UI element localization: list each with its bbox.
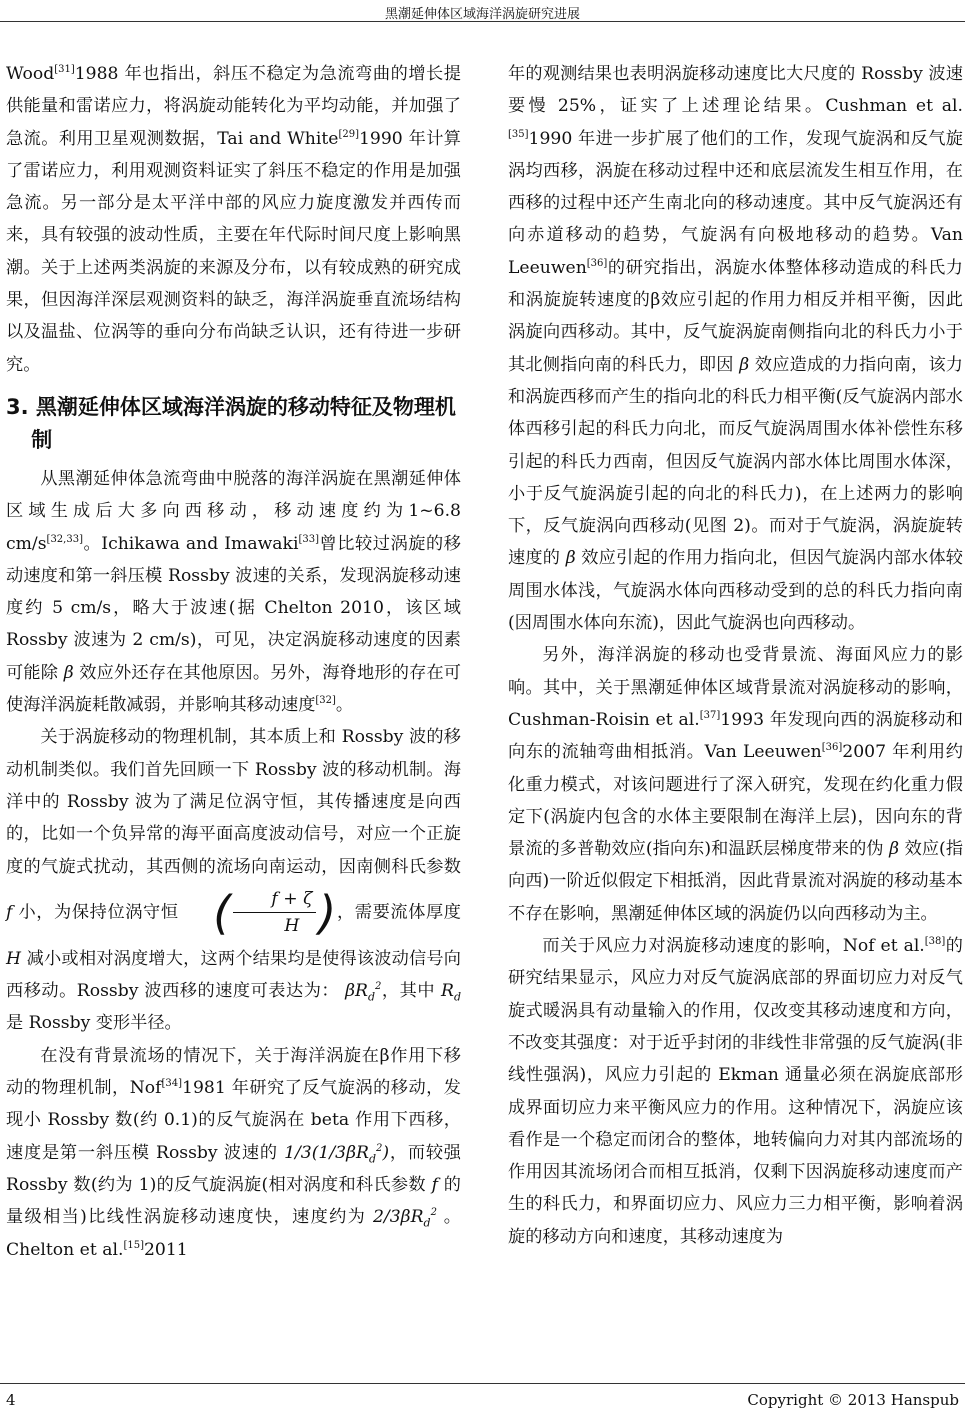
footer-rule: [0, 1383, 965, 1384]
section-heading: 3. 黑潮延伸体区域海洋涡旋的移动特征及物理机制: [6, 394, 456, 452]
speed-formula-1: $1/3(1/3\beta R_d^2)$: [284, 1142, 390, 1166]
left-column: [6, 58, 461, 1266]
potential-vorticity-formula: ( $\frac{f + \zeta}{H}$ ): [213, 885, 337, 940]
paragraph-5: 年的观测结果也表明涡旋移动速度比大尺度的 Rossby 波速要慢 25%，证实了上述理论结果。Cushman et al.[35]1990 年进一步扩展了他们的工作，发现气旋涡和反气旋涡均西移，涡旋在移动过程中还和底层流发生相互作用，在西移的过程中还产生南北向的移动速度。其中反气旋涡还有向赤道移动的趋势，气旋涡有向极地移动的趋势。Van Leeuwen[36]的研究指出，涡旋水体整体移动造成的科氏力和涡旋旋转速度的β效应引起的作用力相反并相平衡，因此涡旋向西移动。其中，反气旋涡旋南侧指向北的科氏力小于其北侧指向南的科氏力，即因 β 效应造成的力指向南，该力和涡旋西移而产生的指向北的科氏力相平衡(反气旋涡内部水体西移引起的科氏力向北，而反气旋涡周围水体补偿性东移引起的科氏力西南，但因反气旋涡内部水体比周围水体深，小于反气旋涡旋引起的向北的科氏力)，在上述两力的影响下，反气旋涡向西移动(见图 2)。而对于气旋涡，涡旋旋转速度的 β 效应引起的作用力指向北，但因气旋涡内部水体较周围水体浅，气旋涡水体向西移动受到的总的科氏力指向南(因周围水体向东流)，因此气旋涡也向西移动。: [508, 64, 963, 634]
page-number: 4: [6, 1391, 16, 1409]
running-header: [0, 0, 965, 22]
rossby-speed-formula: $\beta R_d^2$: [345, 981, 382, 1004]
right-column: [508, 58, 963, 1253]
paragraph-6: 另外，海洋涡旋的移动也受背景流、海面风应力的影响。其中，关于黑潮延伸体区域背景流对涡旋移动的影响，Cushman-Roisin et al.[37]1993 年发现向西的涡旋移动和向东的流轴弯曲相抵消。Van Leeuwen[36]2007 年利用约化重力模式，对该问题进行了深入研究，发现在约化重力假定下(涡旋内包含的水体主要限制在海洋上层)，因向东的背景流的多普勒效应(指向东)和温跃层梯度带来的伪 β 效应(指向西)一阶近似假定下相抵消，因此背景流对涡旋的移动基本不存在影响，黑潮延伸体区域的涡旋仍以向西移动为主。: [508, 645, 964, 924]
paragraph-2: 从黑潮延伸体急流弯曲中脱落的海洋涡旋在黑潮延伸体区域生成后大多向西移动，移动速度约为1~6.8 cm/s[32,33]。Ichikawa and Imawaki[33]曾比较过涡旋的移动速度和第一斜压模 Rossby 波速的关系，发现涡旋移动速度约 5 cm/s，略大于波速(据 Chelton 2010，该区域 Rossby 波速为 2 cm/s)，可见，决定涡旋移动速度的因素可能除 β 效应外还存在其他原因。另外，海脊地形的存在可使海洋涡旋耗散减弱，并影响其移动速度[32]。: [6, 468, 461, 716]
header-rule: [0, 21, 965, 22]
speed-formula-2: $2/3\beta R_d^2$: [373, 1207, 437, 1230]
paragraph-4: 在没有背景流场的情况下，关于海洋涡旋在β作用下移动的物理机制，Nof[34]1981 年研究了反气旋涡的移动，发现小 Rossby 数(约 0.1)的反气旋涡在 beta 作用下西移，速度是第一斜压模 Rossby 波速的 $1/3(1/3\beta R_d^2)$，而较强 Rossby 数(约为 1)的反气旋涡旋(相对涡度和科氏参数 f 的量级相当)比线性涡旋移动速度快，速度约为 $2/3\beta R_d^2$ 。Chelton et al.[15]2011: [6, 1045, 461, 1260]
paragraph-7: 而关于风应力对涡旋移动速度的影响，Nof et al.[38]的研究结果显示，风应力对反气旋涡底部的界面切应力对反气旋式暖涡具有动量输入的作用，仅改变其移动速度和方向，不改变其强度：对于近乎封闭的非线性非常强的反气旋涡(非线性强涡)，风应力引起的 Ekman 通量必须在涡旋底部形成界面切应力来平衡风应力的作用。这种情况下，涡旋应该看作是一个稳定而闭合的整体，地转偏向力对其内部流场的作用因其流场闭合而相互抵消，仅剩下因涡旋移动速度而产生的科氏力，和界面切应力、风应力三力相平衡，影响着涡旋的移动方向和速度，其移动速度为: [508, 936, 963, 1247]
running-header-title: 黑潮延伸体区域海洋涡旋研究进展: [384, 7, 580, 22]
copyright: Copyright © 2013 Hanspub: [747, 1391, 959, 1409]
paragraph-3: 关于涡旋移动的物理机制，其本质上和 Rossby 波的移动机制类似。我们首先回顾一下 Rossby 波的移动机制。海洋中的 Rossby 波为了满足位涡守恒，其传播速度是向西的，比如一个负异常的海平面高度波动信号，对应一个正旋度的气旋式扰动，其西侧的流场向南运动，因南侧科氏参数 f 小，为保持位涡守恒 ( $\frac{f + \zeta}{H}$ )，需要流体厚度 H 减小或相对涡度增大，这两个结果均是使得该波动信号向西移动。Rossby 波西移的速度可表达为： $\beta R_d^2$，其中 $R_d$ 是 Rossby 变形半径。: [6, 727, 461, 1034]
paragraph-1: Wood[31]1988 年也指出，斜压不稳定为急流弯曲的增长提供能量和雷诺应力，将涡旋动能转化为平均动能，并加强了急流。利用卫星观测数据，Tai and White[29]1990 年计算了雷诺应力，利用观测资料证实了斜压不稳定的作用是加强急流。另一部分是太平洋中部的风应力旋度激发并西传而来，具有较强的波动性质，主要在年代际时间尺度上影响黑潮。关于上述两类涡旋的来源及分布，以有较成熟的研究成果，但因海洋深层观测资料的缺乏，海洋涡旋垂直流场结构以及温盐、位涡等的垂向分布尚缺乏认识，还有待进一步研究。: [6, 64, 461, 375]
